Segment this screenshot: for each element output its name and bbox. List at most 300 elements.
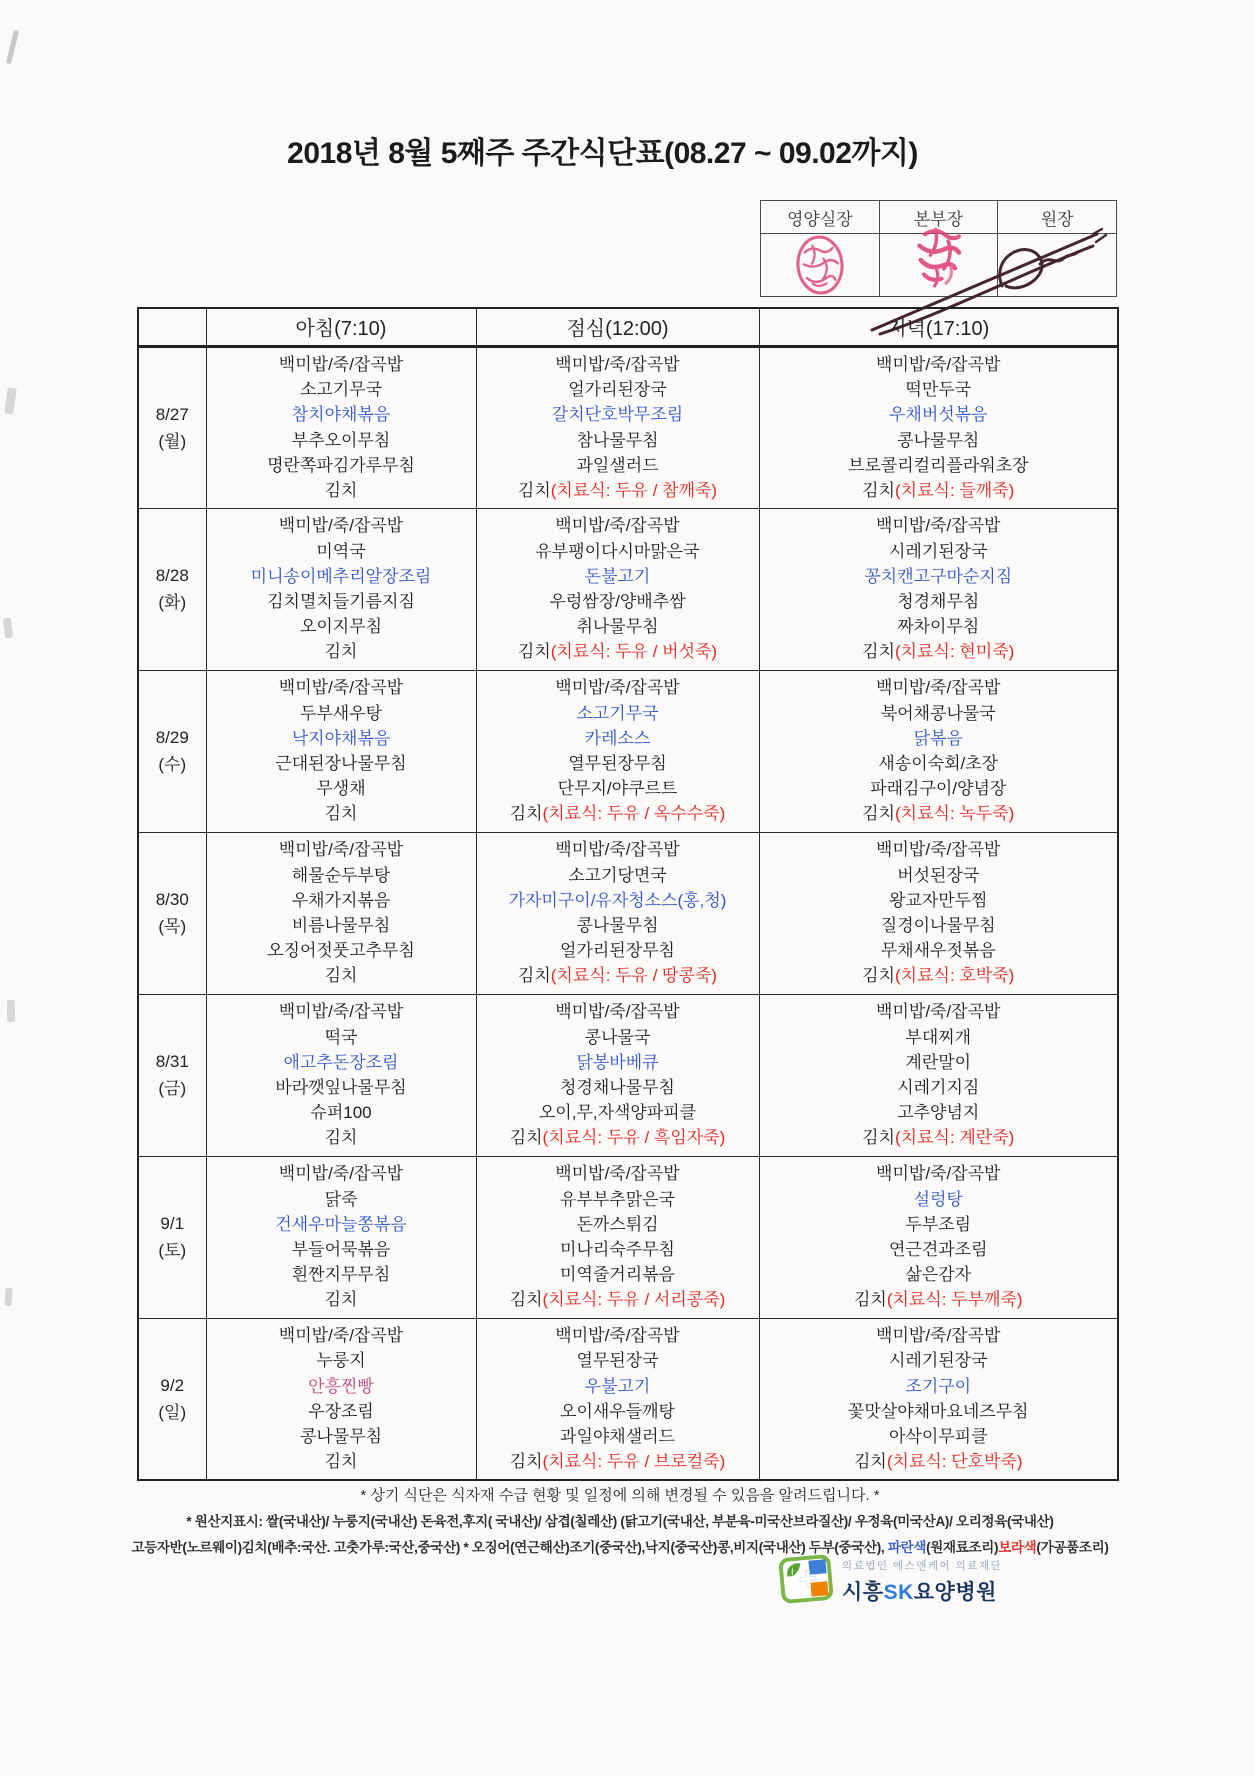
hospital-logo xyxy=(780,1556,1002,1606)
menu-item-text: 김치 xyxy=(324,1452,358,1472)
menu-item xyxy=(478,888,758,913)
menu-item xyxy=(761,1125,1117,1150)
menu-item-text: 단무지/야쿠르트 xyxy=(557,779,678,799)
therapeutic-diet-text: (치료식: 두유 / 땅콩죽) xyxy=(550,966,718,986)
date-cell xyxy=(138,994,206,1156)
menu-item xyxy=(478,675,758,700)
menu-item-text: 낙지야채볶음 xyxy=(291,728,391,748)
menu-item-text: 콩나물무침 xyxy=(576,916,659,935)
menu-item xyxy=(761,1187,1117,1212)
menu-item xyxy=(478,913,758,938)
menu-corner-cell xyxy=(138,308,206,346)
menu-item-text: 무채새우젓볶음 xyxy=(880,941,996,961)
menu-item-text: 백미밥/죽/잡곡밥 xyxy=(555,1164,680,1184)
therapeutic-diet-text: (치료식: 들깨죽) xyxy=(895,480,1015,500)
therapeutic-diet-text: (치료식: 호박죽) xyxy=(895,966,1015,986)
menu-item xyxy=(761,1237,1117,1262)
menu-item-text: 시레기지짐 xyxy=(897,1078,980,1097)
note-segment: (가공품조리) xyxy=(1036,1540,1109,1555)
date-label: 9/1 xyxy=(160,1214,185,1233)
meal-cell-lunch xyxy=(476,994,759,1156)
menu-item xyxy=(208,751,475,776)
menu-item-text: 삶은감자 xyxy=(905,1265,972,1285)
note-origin-labeling-2 xyxy=(0,1536,1240,1556)
note-segment: 파란색 xyxy=(887,1540,927,1555)
menu-item xyxy=(478,1125,758,1150)
menu-item-text: 백미밥/죽/잡곡밥 xyxy=(278,516,404,536)
menu-item-text: 백미밥/죽/잡곡밥 xyxy=(278,354,404,374)
meal-cell-lunch xyxy=(476,1318,759,1480)
menu-item xyxy=(208,913,475,938)
date-label: 8/31 xyxy=(155,1052,189,1071)
note-change-disclaimer: * 상기 식단은 식자재 수급 현황 및 일정에 의해 변경될 수 있음을 알려드립니다. * xyxy=(360,1487,880,1504)
menu-item xyxy=(761,863,1117,888)
menu-item-text: 오이지무침 xyxy=(299,617,383,637)
menu-item-text: 미역국 xyxy=(316,541,366,561)
therapeutic-diet-text: (치료식: 단호박죽) xyxy=(886,1452,1023,1472)
menu-item-text: 오징어젓풋고추무침 xyxy=(267,941,415,961)
menu-item-text: 부추오이무침 xyxy=(291,430,391,450)
menu-item-text: 슈퍼100 xyxy=(310,1103,372,1123)
weekday-label: (일) xyxy=(158,1402,187,1422)
menu-item-text: 왕교자만두찜 xyxy=(888,890,988,910)
menu-item xyxy=(478,1399,758,1424)
meal-cell-lunch xyxy=(476,1156,759,1318)
hospital-name-segment: SK xyxy=(883,1581,914,1604)
menu-item xyxy=(478,589,758,614)
menu-item xyxy=(761,352,1117,377)
menu-item xyxy=(478,1212,758,1237)
menu-day-row xyxy=(138,832,1118,994)
menu-item-text: 백미밥/죽/잡곡밥 xyxy=(555,516,680,536)
menu-item xyxy=(208,701,475,726)
menu-item xyxy=(478,1050,758,1075)
approval-table xyxy=(760,200,1117,297)
menu-item-text: 김치 xyxy=(853,1452,887,1472)
menu-item xyxy=(761,1161,1117,1186)
menu-item-text: 소고기당면국 xyxy=(568,865,667,885)
menu-item-text: 연근견과조림 xyxy=(888,1240,988,1259)
menu-item-text: 오이새우들깨탕 xyxy=(560,1401,675,1421)
menu-item xyxy=(208,377,475,402)
scan-artifact xyxy=(4,388,17,415)
menu-item xyxy=(208,801,475,826)
therapeutic-diet-text: (치료식: 현미죽) xyxy=(895,642,1015,662)
hospital-name-segment: 시흥 xyxy=(842,1581,884,1604)
date-cell xyxy=(138,670,206,832)
meal-cell-dinner xyxy=(759,1318,1118,1480)
menu-item xyxy=(761,453,1117,478)
menu-header-lunch: 점심(12:00) xyxy=(476,308,759,346)
menu-item-text: 김치 xyxy=(324,480,358,500)
menu-day-row xyxy=(138,508,1118,670)
menu-item xyxy=(761,1287,1117,1312)
menu-item-text: 백미밥/죽/잡곡밥 xyxy=(278,1002,404,1022)
menu-item-text: 김치 xyxy=(862,966,896,986)
menu-item-text: 백미밥/죽/잡곡밥 xyxy=(278,678,404,698)
menu-item-text: 김치 xyxy=(862,480,896,500)
meal-cell-dinner xyxy=(759,832,1118,994)
menu-item xyxy=(208,1187,475,1212)
hospital-logo-text xyxy=(842,1556,1002,1606)
menu-item xyxy=(761,1449,1117,1474)
menu-item-text: 참치야채볶음 xyxy=(291,405,391,425)
menu-item xyxy=(208,402,475,427)
menu-item xyxy=(478,639,758,664)
menu-item-text: 열무된장국 xyxy=(576,1351,659,1371)
menu-item-text: 김치 xyxy=(853,1290,887,1310)
menu-item xyxy=(208,1424,475,1449)
menu-item xyxy=(761,1075,1117,1100)
menu-item-text: 애고추돈장조림 xyxy=(283,1052,399,1072)
menu-day-row xyxy=(138,346,1118,508)
menu-item-text: 유부팽이다시마맑은국 xyxy=(535,541,700,561)
scan-artifact xyxy=(3,618,13,639)
therapeutic-diet-text: (치료식: 두유 / 참깨죽) xyxy=(550,480,718,500)
menu-item xyxy=(208,513,475,538)
menu-item-text: 비름나물무침 xyxy=(291,916,391,935)
menu-day-row xyxy=(138,1156,1118,1318)
menu-item-text: 김치 xyxy=(324,804,358,824)
menu-item-text: 부들어묵볶음 xyxy=(291,1240,391,1259)
menu-item-text: 백미밥/죽/잡곡밥 xyxy=(278,1164,404,1184)
menu-item xyxy=(208,1262,475,1287)
menu-item xyxy=(478,478,758,503)
menu-item-text: 백미밥/죽/잡곡밥 xyxy=(876,1326,1001,1346)
meal-cell-breakfast xyxy=(206,670,476,832)
menu-item xyxy=(208,352,475,377)
menu-item xyxy=(478,1075,758,1100)
menu-item-text: 파래김구이/양념장 xyxy=(870,779,1007,799)
menu-item-text: 설렁탕 xyxy=(913,1189,963,1209)
menu-item-text: 건새우마늘쫑볶음 xyxy=(275,1214,407,1234)
therapeutic-diet-text: (치료식: 계란죽) xyxy=(895,1128,1015,1148)
approval-col-nutrition-chief: 영양실장 xyxy=(761,201,880,234)
menu-item xyxy=(761,1323,1117,1348)
date-cell xyxy=(138,1156,206,1318)
menu-item xyxy=(208,1050,475,1075)
menu-item-text: 질경이나물무침 xyxy=(880,916,996,935)
date-label: 9/2 xyxy=(160,1375,185,1395)
meal-cell-lunch xyxy=(476,508,759,670)
menu-item-text: 아삭이무피클 xyxy=(888,1426,988,1446)
menu-item-text: 백미밥/죽/잡곡밥 xyxy=(555,1326,680,1346)
division-head-stamp-cell xyxy=(879,234,998,297)
menu-item-text: 닭볶음 xyxy=(913,728,963,748)
meal-cell-breakfast xyxy=(206,508,476,670)
hospital-foundation-name: 의료법인 에스앤케어 의료재단 xyxy=(842,1560,1003,1572)
menu-item xyxy=(761,513,1117,538)
weekly-menu-table xyxy=(137,307,1119,1481)
menu-day-row xyxy=(138,670,1118,832)
menu-item-text: 백미밥/죽/잡곡밥 xyxy=(555,1002,680,1022)
menu-item xyxy=(208,1323,475,1348)
menu-day-row xyxy=(138,1318,1118,1480)
menu-item xyxy=(478,999,758,1024)
menu-item-text: 조기구이 xyxy=(905,1376,972,1396)
menu-item xyxy=(761,1348,1117,1373)
menu-item-text: 백미밥/죽/잡곡밥 xyxy=(278,1326,404,1346)
menu-item-text: 과일야채샐러드 xyxy=(560,1426,675,1446)
menu-item-text: 우장조림 xyxy=(308,1401,374,1421)
menu-item xyxy=(208,589,475,614)
meal-cell-breakfast xyxy=(206,1318,476,1480)
menu-item xyxy=(208,726,475,751)
note-segment: (원재료조리) xyxy=(926,1540,999,1555)
menu-item-text: 백미밥/죽/잡곡밥 xyxy=(555,354,680,374)
scan-artifact xyxy=(4,1288,13,1307)
menu-item xyxy=(761,801,1117,826)
menu-item-text: 소고기무국 xyxy=(299,380,383,400)
meal-cell-lunch xyxy=(476,670,759,832)
date-cell xyxy=(138,508,206,670)
menu-item xyxy=(208,564,475,589)
menu-item-text: 콩나물무침 xyxy=(897,430,980,450)
therapeutic-diet-text: (치료식: 두유 / 흑임자죽) xyxy=(542,1128,726,1148)
menu-item xyxy=(208,999,475,1024)
menu-item-text: 닭죽 xyxy=(324,1189,358,1209)
menu-item-text: 계란말이 xyxy=(905,1052,972,1072)
meal-cell-lunch xyxy=(476,832,759,994)
menu-item-text: 안흥찐빵 xyxy=(308,1376,374,1396)
menu-item-text: 갈치단호박무조림 xyxy=(551,405,684,425)
menu-item xyxy=(478,377,758,402)
menu-item-text: 김치 xyxy=(862,804,896,824)
menu-item-text: 얼가리된장무침 xyxy=(560,941,675,961)
menu-item-text: 청경채나물무침 xyxy=(560,1078,675,1097)
menu-table-body xyxy=(138,346,1118,1480)
therapeutic-diet-text: (치료식: 두유 / 서리콩죽) xyxy=(542,1290,726,1310)
menu-item xyxy=(208,888,475,913)
menu-item-text: 과일샐러드 xyxy=(576,455,659,475)
menu-item xyxy=(208,1287,475,1312)
menu-day-row xyxy=(138,994,1118,1156)
menu-item xyxy=(761,589,1117,614)
menu-item xyxy=(208,539,475,564)
menu-item xyxy=(478,352,758,377)
menu-item-text: 김치 xyxy=(509,1290,543,1310)
menu-item-text: 우채가지볶음 xyxy=(291,890,391,910)
menu-item xyxy=(761,938,1117,963)
menu-item-text: 무생채 xyxy=(316,779,366,799)
menu-header-dinner: 저녁(17:10) xyxy=(759,308,1118,346)
menu-item xyxy=(761,751,1117,776)
menu-item xyxy=(208,478,475,503)
menu-item-text: 김치 xyxy=(509,804,543,824)
menu-item-text: 취나물무침 xyxy=(576,617,659,637)
page-title: 2018년 8월 5째주 주간식단표(08.27 ~ 09.02까지) xyxy=(287,137,918,170)
menu-item xyxy=(478,453,758,478)
menu-item xyxy=(208,428,475,453)
meal-cell-dinner xyxy=(759,670,1118,832)
menu-item-text: 참나물무침 xyxy=(576,430,659,450)
menu-item xyxy=(478,1161,758,1186)
menu-item xyxy=(761,402,1117,427)
note-segment: 고등자반(노르웨이)김치(배추:국산. 고춧가루:국산,중국산) * 오징어(연근해산)조기(중국산),낙지(중국산)콩,비지(국내산) 두부(중국산), xyxy=(131,1540,888,1555)
menu-item xyxy=(478,1449,758,1474)
menu-item xyxy=(761,1374,1117,1399)
menu-item-text: 닭봉바베큐 xyxy=(576,1052,659,1072)
weekday-label: (금) xyxy=(158,1079,187,1098)
menu-item-text: 백미밥/죽/잡곡밥 xyxy=(876,1164,1001,1184)
menu-item-text: 두부새우탕 xyxy=(299,703,383,723)
menu-item xyxy=(761,1025,1117,1050)
menu-item xyxy=(761,776,1117,801)
menu-item xyxy=(208,938,475,963)
menu-item-text: 우채버섯볶음 xyxy=(888,405,988,425)
menu-item xyxy=(761,1424,1117,1449)
menu-header-row xyxy=(138,308,1118,346)
menu-item-text: 김치 xyxy=(517,642,551,662)
therapeutic-diet-text: (치료식: 두유 / 브로컬죽) xyxy=(542,1452,726,1472)
therapeutic-diet-text: (치료식: 두유 / 버섯죽) xyxy=(550,642,718,662)
red-seal-stamp-icon xyxy=(790,231,849,299)
menu-item-text: 열무된장무침 xyxy=(568,754,667,773)
menu-item xyxy=(208,453,475,478)
scan-artifact xyxy=(6,30,19,64)
menu-item xyxy=(761,1100,1117,1125)
menu-item xyxy=(478,963,758,988)
menu-item xyxy=(208,1237,475,1262)
menu-item-text: 우렁쌈장/양배추쌈 xyxy=(549,592,686,611)
menu-item-text: 김치 xyxy=(517,480,551,500)
menu-item xyxy=(761,428,1117,453)
hospital-name xyxy=(842,1576,1002,1606)
note-origin-labeling-1: * 원산지표시: 쌀(국내산)/ 누룽지(국내산) 돈육전,후지( 국내산)/ 삼겹(칠레산) (닭고기(국내산, 부분육-미국산브라질산)/ 우정육(미국산A)/ 오리정육(국내산) xyxy=(186,1514,1054,1529)
menu-item xyxy=(761,639,1117,664)
menu-item xyxy=(478,402,758,427)
menu-item xyxy=(208,1212,475,1237)
menu-item xyxy=(208,776,475,801)
menu-item-text: 새송이숙회/초장 xyxy=(878,754,999,773)
menu-item-text: 돈까스튀김 xyxy=(576,1214,659,1234)
date-cell xyxy=(138,346,206,508)
menu-item xyxy=(208,1100,475,1125)
menu-item-text: 가자미구이/유자청소스(홍,청) xyxy=(508,890,727,910)
menu-item xyxy=(478,938,758,963)
menu-item xyxy=(478,564,758,589)
menu-item-text: 백미밥/죽/잡곡밥 xyxy=(876,678,1001,698)
menu-item xyxy=(208,1125,475,1150)
menu-item-text: 콩나물국 xyxy=(584,1027,651,1047)
menu-item xyxy=(761,377,1117,402)
menu-item-text: 떡국 xyxy=(324,1027,358,1047)
scan-artifact xyxy=(7,1000,15,1022)
menu-item-text: 소고기무국 xyxy=(576,703,659,723)
menu-item-text: 부대찌개 xyxy=(905,1027,972,1047)
menu-item xyxy=(208,1374,475,1399)
menu-item-text: 미니송이메추리알장조림 xyxy=(250,566,432,586)
approval-col-director: 원장 xyxy=(998,201,1117,234)
menu-item xyxy=(208,1399,475,1424)
menu-item xyxy=(478,837,758,862)
menu-item xyxy=(761,1050,1117,1075)
meal-cell-dinner xyxy=(759,508,1118,670)
meal-cell-dinner xyxy=(759,346,1118,508)
menu-item-text: 콩나물무침 xyxy=(299,1426,383,1446)
therapeutic-diet-text: (치료식: 두부깨죽) xyxy=(886,1290,1023,1310)
menu-item-text: 김치멸치들기름지짐 xyxy=(267,592,415,611)
menu-item-text: 김치 xyxy=(324,1290,358,1310)
menu-item-text: 짜차이무침 xyxy=(897,617,980,637)
weekday-label: (목) xyxy=(158,917,187,936)
menu-item-text: 시레기된장국 xyxy=(888,541,988,561)
menu-item xyxy=(761,999,1117,1024)
menu-item xyxy=(761,564,1117,589)
menu-item-text: 김치 xyxy=(324,1128,358,1148)
therapeutic-diet-text: (치료식: 두유 / 옥수수죽) xyxy=(542,804,726,824)
weekday-label: (토) xyxy=(158,1241,187,1260)
menu-item-text: 백미밥/죽/잡곡밥 xyxy=(876,1002,1001,1022)
menu-item xyxy=(208,1161,475,1186)
menu-item xyxy=(208,837,475,862)
menu-item-text: 유부부추맑은국 xyxy=(560,1189,675,1209)
menu-item-text: 김치 xyxy=(862,642,896,662)
menu-item xyxy=(761,701,1117,726)
menu-item-text: 카레소스 xyxy=(584,728,651,748)
menu-item xyxy=(478,1262,758,1287)
menu-item-text: 얼가리된장국 xyxy=(568,380,667,400)
date-label: 8/28 xyxy=(155,566,189,585)
menu-item xyxy=(478,513,758,538)
menu-item xyxy=(478,751,758,776)
menu-item xyxy=(761,539,1117,564)
menu-item xyxy=(761,963,1117,988)
menu-item xyxy=(208,1025,475,1050)
menu-header-breakfast: 아침(7:10) xyxy=(206,308,476,346)
meal-cell-dinner xyxy=(759,1156,1118,1318)
meal-cell-breakfast xyxy=(206,832,476,994)
date-label: 8/30 xyxy=(155,890,189,909)
menu-item-text: 김치 xyxy=(509,1452,543,1472)
menu-item xyxy=(761,1399,1117,1424)
date-label: 8/29 xyxy=(155,728,189,747)
menu-item xyxy=(761,1262,1117,1287)
menu-item-text: 명란쪽파김가루무침 xyxy=(267,455,415,475)
menu-item xyxy=(761,888,1117,913)
menu-item-text: 백미밥/죽/잡곡밥 xyxy=(876,354,1001,374)
menu-item xyxy=(478,1348,758,1373)
menu-item xyxy=(478,1374,758,1399)
menu-item xyxy=(761,478,1117,503)
meal-cell-lunch xyxy=(476,346,759,508)
red-seal-stamp-icon xyxy=(904,219,973,300)
date-label: 8/27 xyxy=(155,404,189,424)
menu-item xyxy=(208,1348,475,1373)
nutrition-chief-stamp-cell xyxy=(761,234,880,297)
menu-item-text: 북어채콩나물국 xyxy=(880,703,996,723)
meal-cell-breakfast xyxy=(206,1156,476,1318)
meal-cell-breakfast xyxy=(206,346,476,508)
menu-item-text: 꽁치캔고구마순지짐 xyxy=(864,566,1013,586)
menu-item xyxy=(478,614,758,639)
hospital-logo-icon xyxy=(778,1554,834,1604)
menu-item xyxy=(761,726,1117,751)
menu-item-text: 백미밥/죽/잡곡밥 xyxy=(876,840,1001,860)
menu-item xyxy=(478,1323,758,1348)
menu-item-text: 바라깻잎나물무침 xyxy=(275,1078,407,1097)
date-cell xyxy=(138,1318,206,1480)
menu-item-text: 백미밥/죽/잡곡밥 xyxy=(555,840,680,860)
menu-item-text: 고추양념지 xyxy=(897,1103,980,1123)
menu-item xyxy=(208,1449,475,1474)
menu-item-text: 버섯된장국 xyxy=(897,865,980,885)
menu-item-text: 떡만두국 xyxy=(905,380,972,400)
menu-item-text: 꽃맛살야채마요네즈무침 xyxy=(847,1401,1029,1421)
menu-item-text: 오이,무,자색양파피클 xyxy=(538,1103,697,1123)
approval-stamp-row xyxy=(761,234,1117,297)
menu-item xyxy=(208,863,475,888)
